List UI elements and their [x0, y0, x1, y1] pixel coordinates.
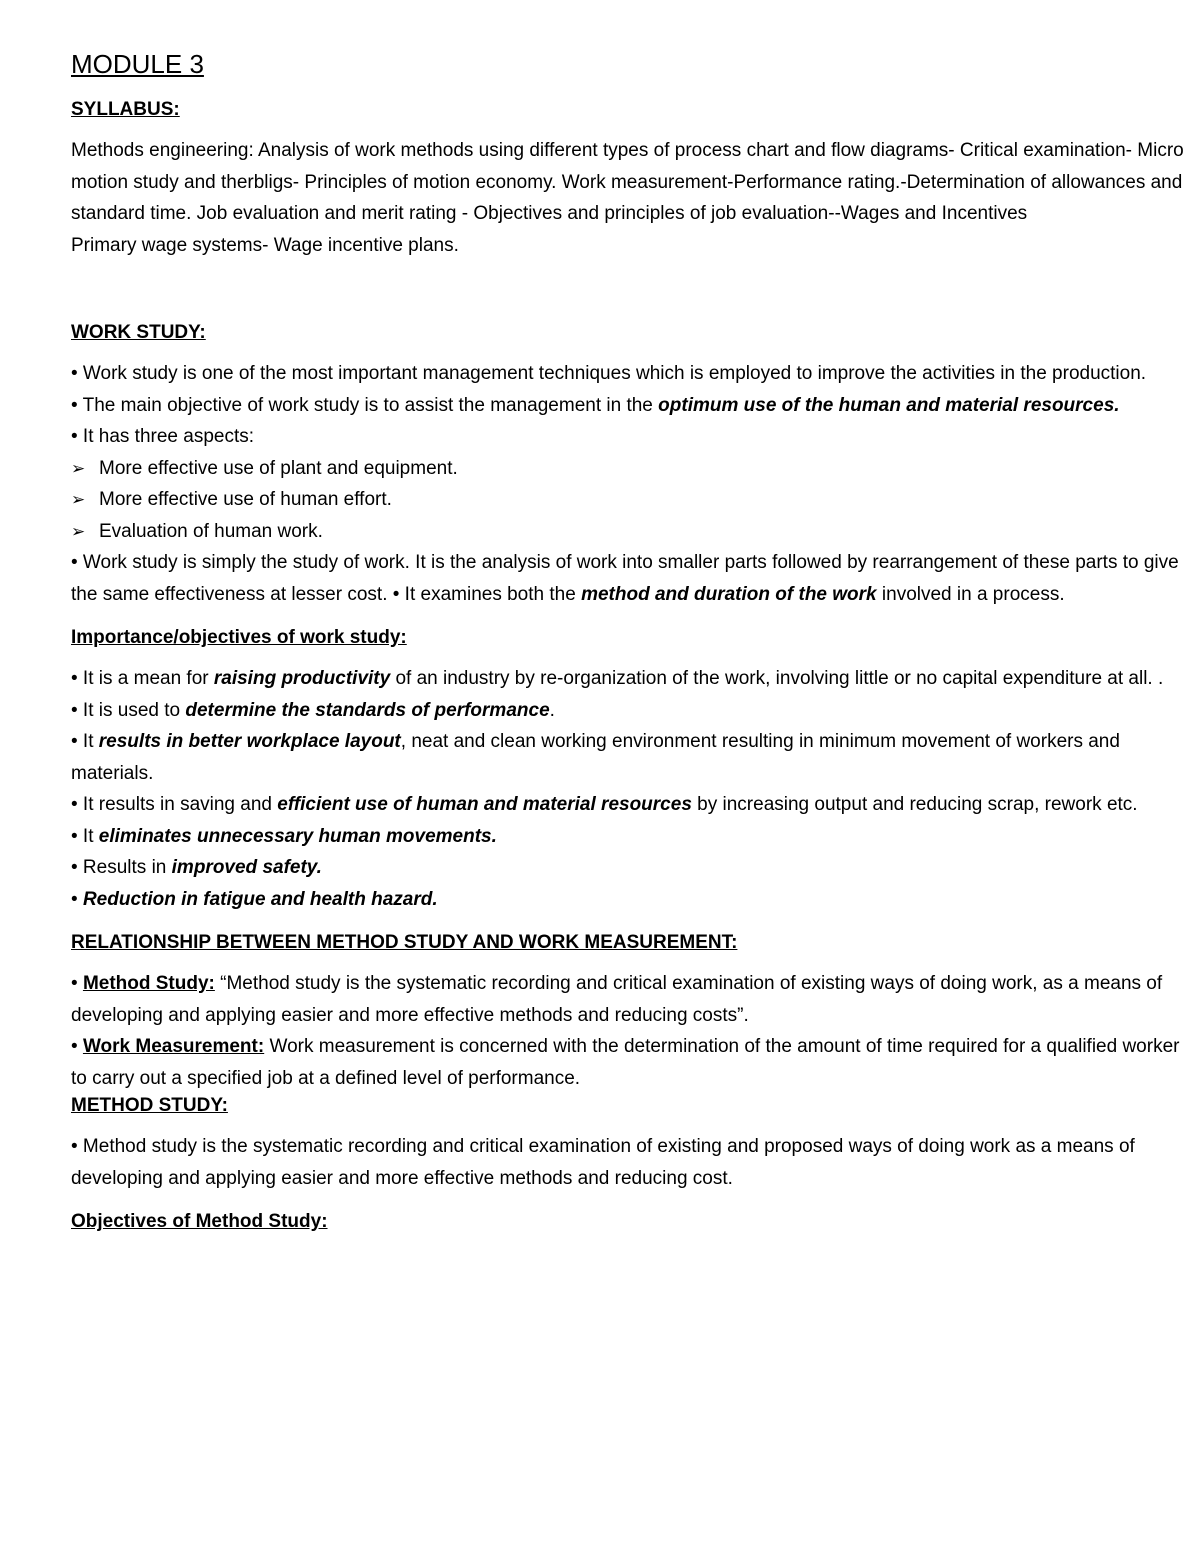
- arrow-item: ➢ Evaluation of human work.: [71, 516, 1197, 548]
- bullet-paragraph: • Results in improved safety.: [71, 857, 322, 878]
- arrow-bullet-icon: ➢: [71, 521, 86, 541]
- syllabus-heading: SYLLABUS:: [71, 99, 180, 120]
- bullet-paragraph: • It eliminates unnecessary human movements.: [71, 825, 497, 847]
- document-page: [71, 48, 1197, 1234]
- method-study-heading: METHOD STUDY:: [71, 1095, 228, 1116]
- objectives-heading: Objectives of Method Study:: [71, 1211, 328, 1232]
- module-title: MODULE 3: [71, 49, 204, 79]
- bullet-paragraph: • It is a mean for raising productivity of an industry by re-organization of the work, involving little or no capital expenditure at all. .: [71, 668, 1164, 689]
- arrow-bullet-icon: ➢: [71, 458, 86, 478]
- bullet-paragraph: • Work study is one of the most important management techniques which is employed to improve the activities in the production.: [71, 363, 1147, 384]
- bullet-paragraph: • It results in saving and efficient use of human and material resources by increasing output and reducing scrap, rework etc.: [71, 794, 1138, 815]
- bullet-paragraph: • It has three aspects:: [71, 426, 255, 447]
- bullet-paragraph: • Reduction in fatigue and health hazard.: [71, 888, 438, 910]
- work-study-heading: WORK STUDY:: [71, 322, 206, 343]
- arrow-item: ➢ More effective use of human effort.: [71, 484, 1197, 516]
- syllabus-text-2: Primary wage systems- Wage incentive plans.: [71, 234, 459, 256]
- bullet-paragraph: • It is used to determine the standards of performance.: [71, 699, 555, 721]
- arrow-item: ➢ More effective use of plant and equipment.: [71, 453, 1197, 485]
- relationship-heading: RELATIONSHIP BETWEEN METHOD STUDY AND WORK MEASUREMENT:: [71, 932, 738, 953]
- importance-heading: Importance/objectives of work study:: [71, 627, 407, 648]
- bullet-paragraph: • The main objective of work study is to assist the management in the optimum use of the human and material resources.: [71, 394, 1120, 416]
- bullet-paragraph: • Work study is simply the study of work. It is the analysis of work into smaller parts followed by rearrangement of these parts to give the same effectiveness at lesser cost. • It examines both the method and duration of the work involved in a process.: [71, 552, 1179, 605]
- bullet-paragraph: • It results in better workplace layout, neat and clean working environment resulting in minimum movement of workers and materials.: [71, 731, 1120, 784]
- syllabus-text: Methods engineering: Analysis of work methods using different types of process chart and flow diagrams- Critical examination- Micro motion study and therbligs- Principles of motion economy. Work measurement-Performance rating.-Determination of allowances and standard time. Job evaluation and merit rating - Objectives and principles of job evaluation--Wages and Incentives: [71, 140, 1184, 224]
- arrow-bullet-icon: ➢: [71, 490, 86, 509]
- definition-paragraph: • Work Measurement: Work measurement is concerned with the determination of the amount of time required for a qualified worker to carry out a specified job at a defined level of performance.: [71, 1036, 1180, 1089]
- definition-paragraph: • Method Study: “Method study is the systematic recording and critical examination of existing ways of doing work, as a means of developing and applying easier and more effective methods and reducing costs”.: [71, 973, 1163, 1026]
- bullet-paragraph: • Method study is the systematic recording and critical examination of existing and proposed ways of doing work as a means of developing and applying easier and more effective methods and reducing cost.: [71, 1136, 1135, 1189]
